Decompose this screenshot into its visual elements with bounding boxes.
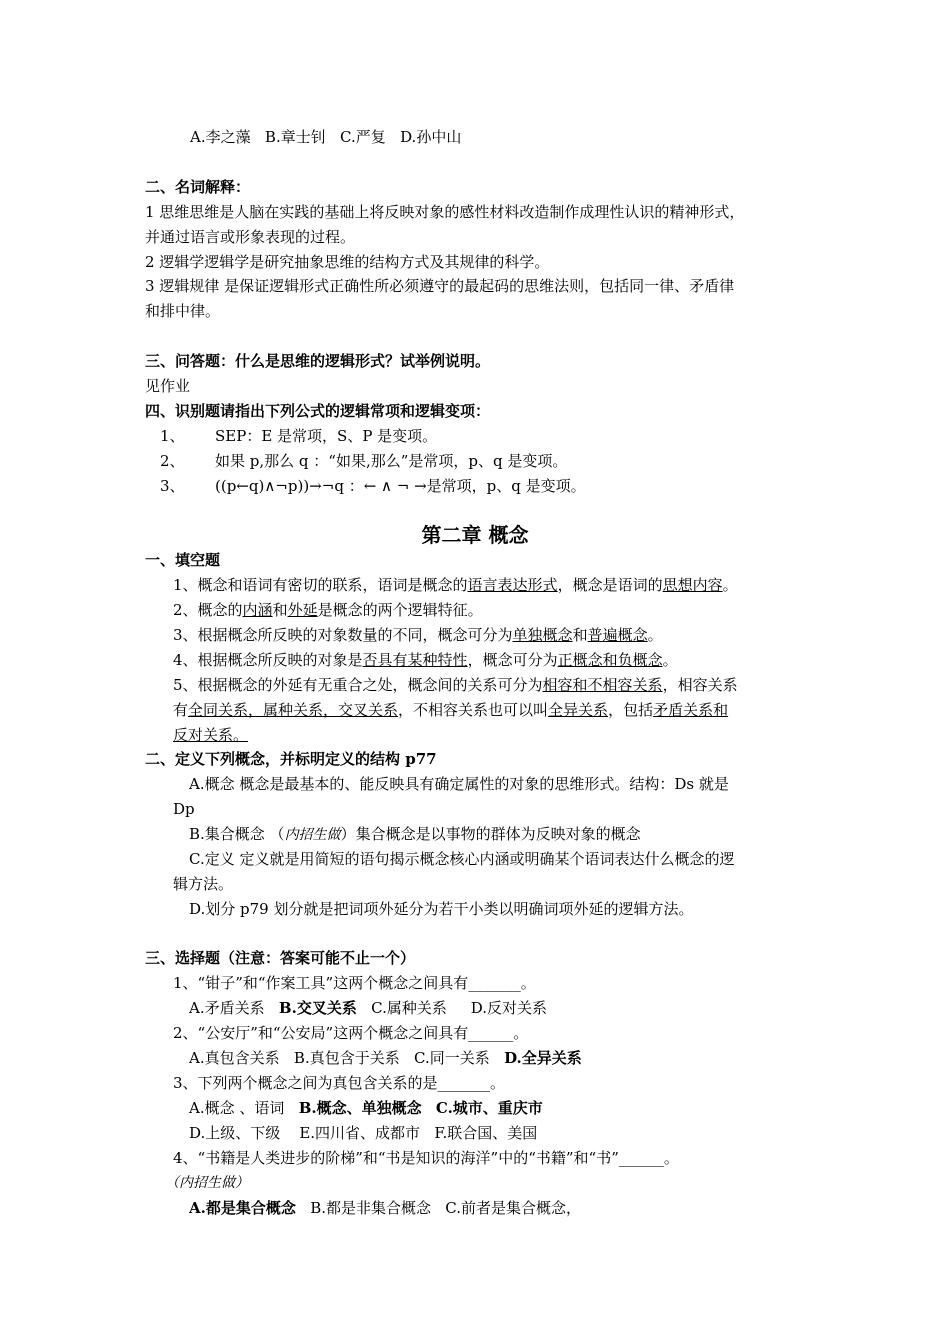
choice-q3-options-2: D.上级、下级 E.四川省、成都市 F.联合国、美国 — [189, 1124, 538, 1142]
option-a: A.李之藻 — [190, 128, 251, 146]
define-d: D.划分 p79 划分就是把词项外延分为若干小类以明确词项外延的逻辑方法。 — [189, 900, 694, 918]
fill-answer: 思想内容 — [662, 576, 723, 594]
fill-answer: 全同关系，属种关系，交叉关系 — [188, 701, 399, 719]
identify-text-3: ((p←q)∧¬p))→¬q ：← ∧ ¬ →是常项，p、q 是变项。 — [215, 477, 586, 495]
identify-text-2: 如果 p,那么 q ：“如果,那么”是常项，p、q 是变项。 — [215, 452, 568, 470]
option-d: D.孙中山 — [400, 128, 462, 146]
identify-num-3: 3、 — [160, 477, 185, 495]
identify-num-2: 2、 — [160, 452, 185, 470]
define-a-line1: A.概念 概念是最基本的、能反映具有确定属性的对象的思维形式。结构：Ds 就是 — [189, 775, 729, 793]
fill-answer: 矛盾关系和 — [653, 701, 729, 719]
qa-answer: 见作业 — [145, 377, 191, 395]
prev-question-options — [190, 127, 461, 147]
fill-answer: 反对关系。 — [173, 726, 249, 744]
fill-answer: 单独概念 — [512, 626, 573, 644]
fill-answer: 否具有某种特性 — [362, 651, 468, 669]
term-line-1: 1 思维思维是人脑在实践的基础上将反映对象的感性材料改造制作成理性认识的精神形式， — [145, 203, 745, 221]
section-heading-terms: 二、名词解释： — [145, 178, 251, 196]
section-heading-identify: 四、识别题请指出下列公式的逻辑常项和逻辑变项： — [145, 402, 491, 420]
fill-q1: 1、概念和语词有密切的联系，语词是概念的语言表达形式，概念是语词的思想内容。 — [173, 576, 738, 594]
fill-answer: 内涵 — [242, 601, 273, 619]
choice-q3-options-1: A.概念 、语词 B.概念、单独概念 C.城市、重庆市 — [189, 1099, 543, 1117]
choice-q4: 4、“书籍是人类进步的阶梯”和“书是知识的海洋”中的“书籍”和“书”______。 — [173, 1149, 679, 1167]
choice-q4-options: A.都是集合概念 B.都是非集合概念 C.前者是集合概念， — [189, 1199, 582, 1217]
fill-q5-line2: 有全同关系，属种关系，交叉关系，不相容关系也可以叫全异关系，包括矛盾关系和 — [173, 701, 729, 719]
define-a-line2: Dp — [173, 800, 195, 818]
term-line-4: 3 逻辑规律 是保证逻辑形式正确性所必须遵守的最起码的思维法则，包括同一律、矛盾律 — [145, 277, 735, 295]
define-c-line1: C.定义 定义就是用简短的语句揭示概念核心内涵或明确某个语词表达什么概念的逻 — [189, 850, 735, 868]
fill-answer: 相容和不相容关系 — [542, 676, 663, 694]
fill-answer: 全异关系 — [548, 701, 609, 719]
fill-q4: 4、根据概念所反映的对象是否具有某种特性，概念可分为正概念和负概念。 — [173, 651, 678, 669]
option-b: B.章士钊 — [264, 128, 326, 146]
fill-answer: 外延 — [287, 601, 318, 619]
choice-q2: 2、“公安厅”和“公安局”这两个概念之间具有______。 — [173, 1024, 529, 1042]
fill-q5-line1: 5、根据概念的外延有无重合之处，概念间的关系可分为相容和不相容关系，相容关系 — [173, 676, 738, 694]
term-line-2: 并通过语言或形象表现的过程。 — [145, 228, 356, 246]
section-heading-qa: 三、问答题：什么是思维的逻辑形式？试举例说明。 — [145, 352, 491, 370]
term-line-5: 和排中律。 — [145, 302, 221, 320]
intern-note: 内招生做 — [284, 827, 341, 843]
fill-answer: 语言表达形式 — [467, 576, 558, 594]
section-heading-define: 二、定义下列概念，并标明定义的结构 p77 — [145, 750, 437, 768]
choice-q4-note: （内招生做） — [165, 1175, 249, 1191]
choice-q2-options: A.真包含关系 B.真包含于关系 C.同一关系 D.全异关系 — [189, 1049, 582, 1067]
identify-num-1: 1、 — [160, 427, 185, 445]
choice-q3: 3、下列两个概念之间为真包含关系的是_______。 — [173, 1074, 506, 1092]
term-line-3: 2 逻辑学逻辑学是研究抽象思维的结构方式及其规律的科学。 — [145, 253, 550, 271]
fill-q3: 3、根据概念所反映的对象数量的不同，概念可分为单独概念和普遍概念。 — [173, 626, 663, 644]
choice-q1: 1、“钳子”和“作案工具”这两个概念之间具有_______。 — [173, 974, 536, 992]
fill-answer: 正概念和负概念 — [557, 651, 663, 669]
fill-q2: 2、概念的内涵和外延是概念的两个逻辑特征。 — [173, 601, 483, 619]
section-heading-choice: 三、选择题（注意：答案可能不止一个） — [145, 949, 416, 967]
define-c-line2: 辑方法。 — [173, 875, 234, 893]
section-heading-fill: 一、填空题 — [145, 551, 221, 569]
fill-q5-line3 — [173, 725, 248, 745]
fill-answer: 普遍概念 — [587, 626, 648, 644]
identify-text-1: SEP：E 是常项，S、P 是变项。 — [215, 427, 438, 445]
chapter-title: 第二章 概念 — [421, 523, 529, 547]
option-c: C.严复 — [340, 128, 386, 146]
define-b: B.集合概念 （内招生做）集合概念是以事物的群体为反映对象的概念 — [189, 825, 641, 843]
choice-q1-options: A.矛盾关系 B.交叉关系 C.属种关系 D.反对关系 — [189, 999, 547, 1017]
